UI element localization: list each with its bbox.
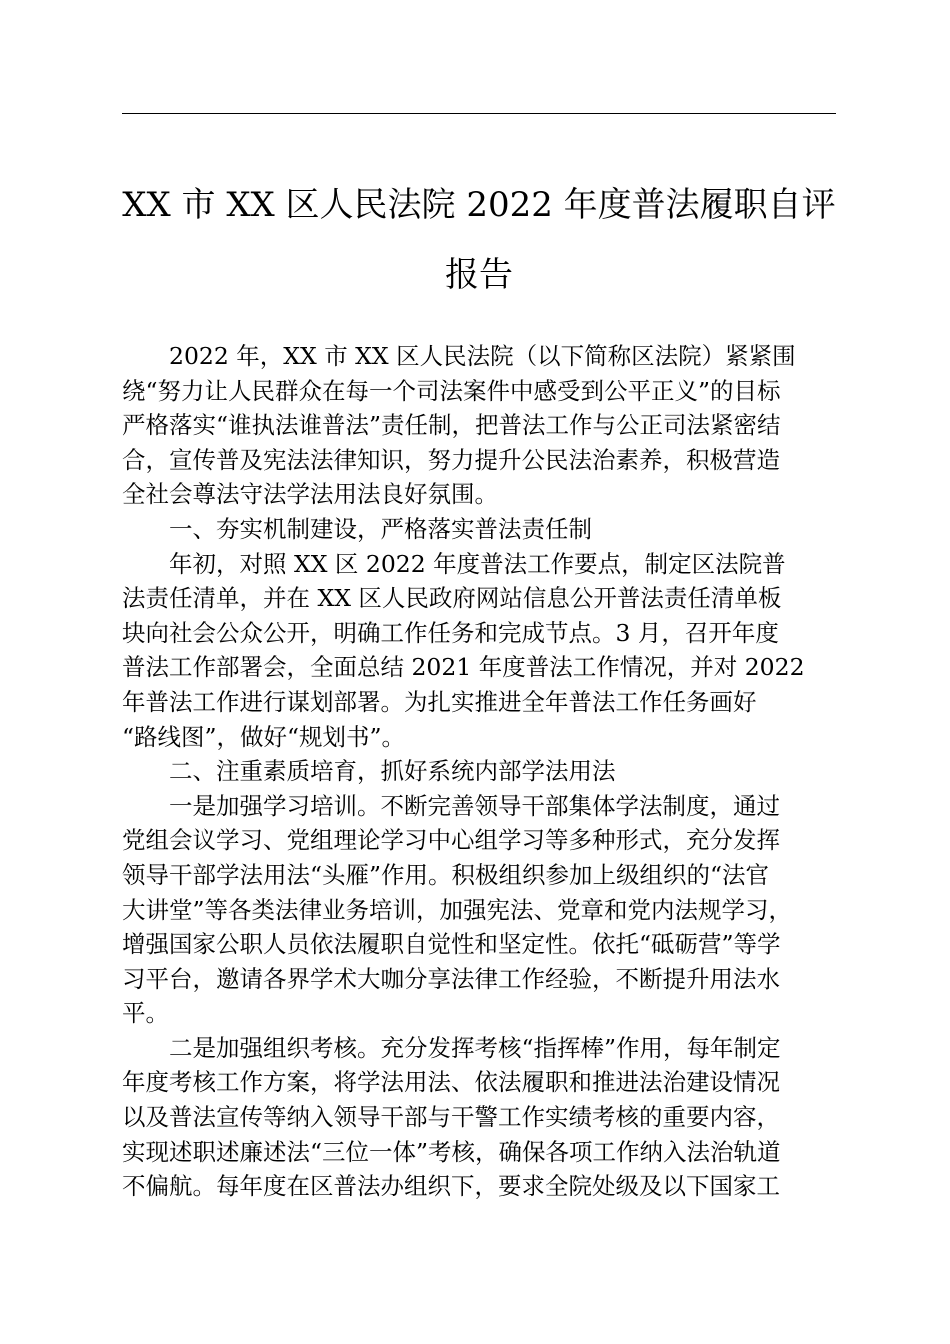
document-title <box>122 170 836 310</box>
title-line-1: XX 市 XX 区人民法院 2022 年度普法履职自评 <box>122 185 836 225</box>
text-line: 全社会尊法守法学法用法良好氛围。 <box>122 480 498 509</box>
text-line: 二是加强组织考核。充分发挥考核“指挥棒”作用，每年制定 <box>169 1033 781 1062</box>
text-line: 实现述职述廉述法“三位一体”考核，确保各项工作纳入法治轨道 <box>122 1137 781 1166</box>
text-line: 增强国家公职人员依法履职自觉性和坚定性。依托“砥砺营”等学 <box>122 930 781 959</box>
intro-paragraph <box>122 339 838 512</box>
header-rule <box>122 113 836 114</box>
text-line: 普法工作部署会，全面总结 2021 年度普法工作情况，并对 2022 <box>122 653 805 682</box>
section-2-heading: 二、注重素质培育，抓好系统内部学法用法 <box>169 757 616 786</box>
text-line: 领导干部学法用法“头雁”作用。积极组织参加上级组织的“法官 <box>122 860 770 889</box>
text-line: 党组会议学习、党组理论学习中心组学习等多种形式，充分发挥 <box>122 826 780 855</box>
text-line: 不偏航。每年度在区普法办组织下，要求全院处级及以下国家工 <box>122 1172 780 1201</box>
section-2-paragraph-1 <box>122 789 838 1031</box>
text-line: 绕“努力让人民群众在每一个司法案件中感受到公平正义”的目标 <box>122 376 781 405</box>
text-line: 法责任清单，并在 XX 区人民政府网站信息公开普法责任清单板 <box>122 584 782 613</box>
text-line: 习平台，邀请各界学术大咖分享法律工作经验，不断提升用法水 <box>122 964 780 993</box>
text-line: 年普法工作进行谋划部署。为扎实推进全年普法工作任务画好 <box>122 687 757 716</box>
section-1-paragraph <box>122 547 838 755</box>
text-line: 以及普法宣传等纳入领导干部与干警工作实绩考核的重要内容， <box>122 1103 780 1132</box>
text-line: 严格落实“谁执法谁普法”责任制，把普法工作与公正司法紧密结 <box>122 411 781 440</box>
text-line: 年初，对照 XX 区 2022 年度普法工作要点，制定区法院普 <box>169 549 786 578</box>
text-line: 大讲堂”等各类法律业务培训，加强宪法、党章和党内法规学习， <box>122 895 793 924</box>
text-line: 块向社会公众公开，明确工作任务和完成节点。3 月，召开年度 <box>122 618 779 647</box>
text-line: 年度考核工作方案，将学法用法、依法履职和推进法治建设情况 <box>122 1068 780 1097</box>
section-2-paragraph-2 <box>122 1031 838 1204</box>
text-line: 一是加强学习培训。不断完善领导干部集体学法制度，通过 <box>169 791 780 820</box>
text-line: 2022 年，XX 市 XX 区人民法院（以下简称区法院）紧紧围 <box>169 342 796 370</box>
text-line: “路线图”，做好“规划书”。 <box>122 722 406 751</box>
text-line: 平。 <box>122 999 169 1028</box>
section-1-heading: 一、夯实机制建设，严格落实普法责任制 <box>169 514 592 543</box>
text-line: 合，宣传普及宪法法律知识，努力提升公民法治素养，积极营造 <box>122 445 780 474</box>
title-line-2: 报告 <box>445 255 513 295</box>
document-body <box>122 339 838 1204</box>
